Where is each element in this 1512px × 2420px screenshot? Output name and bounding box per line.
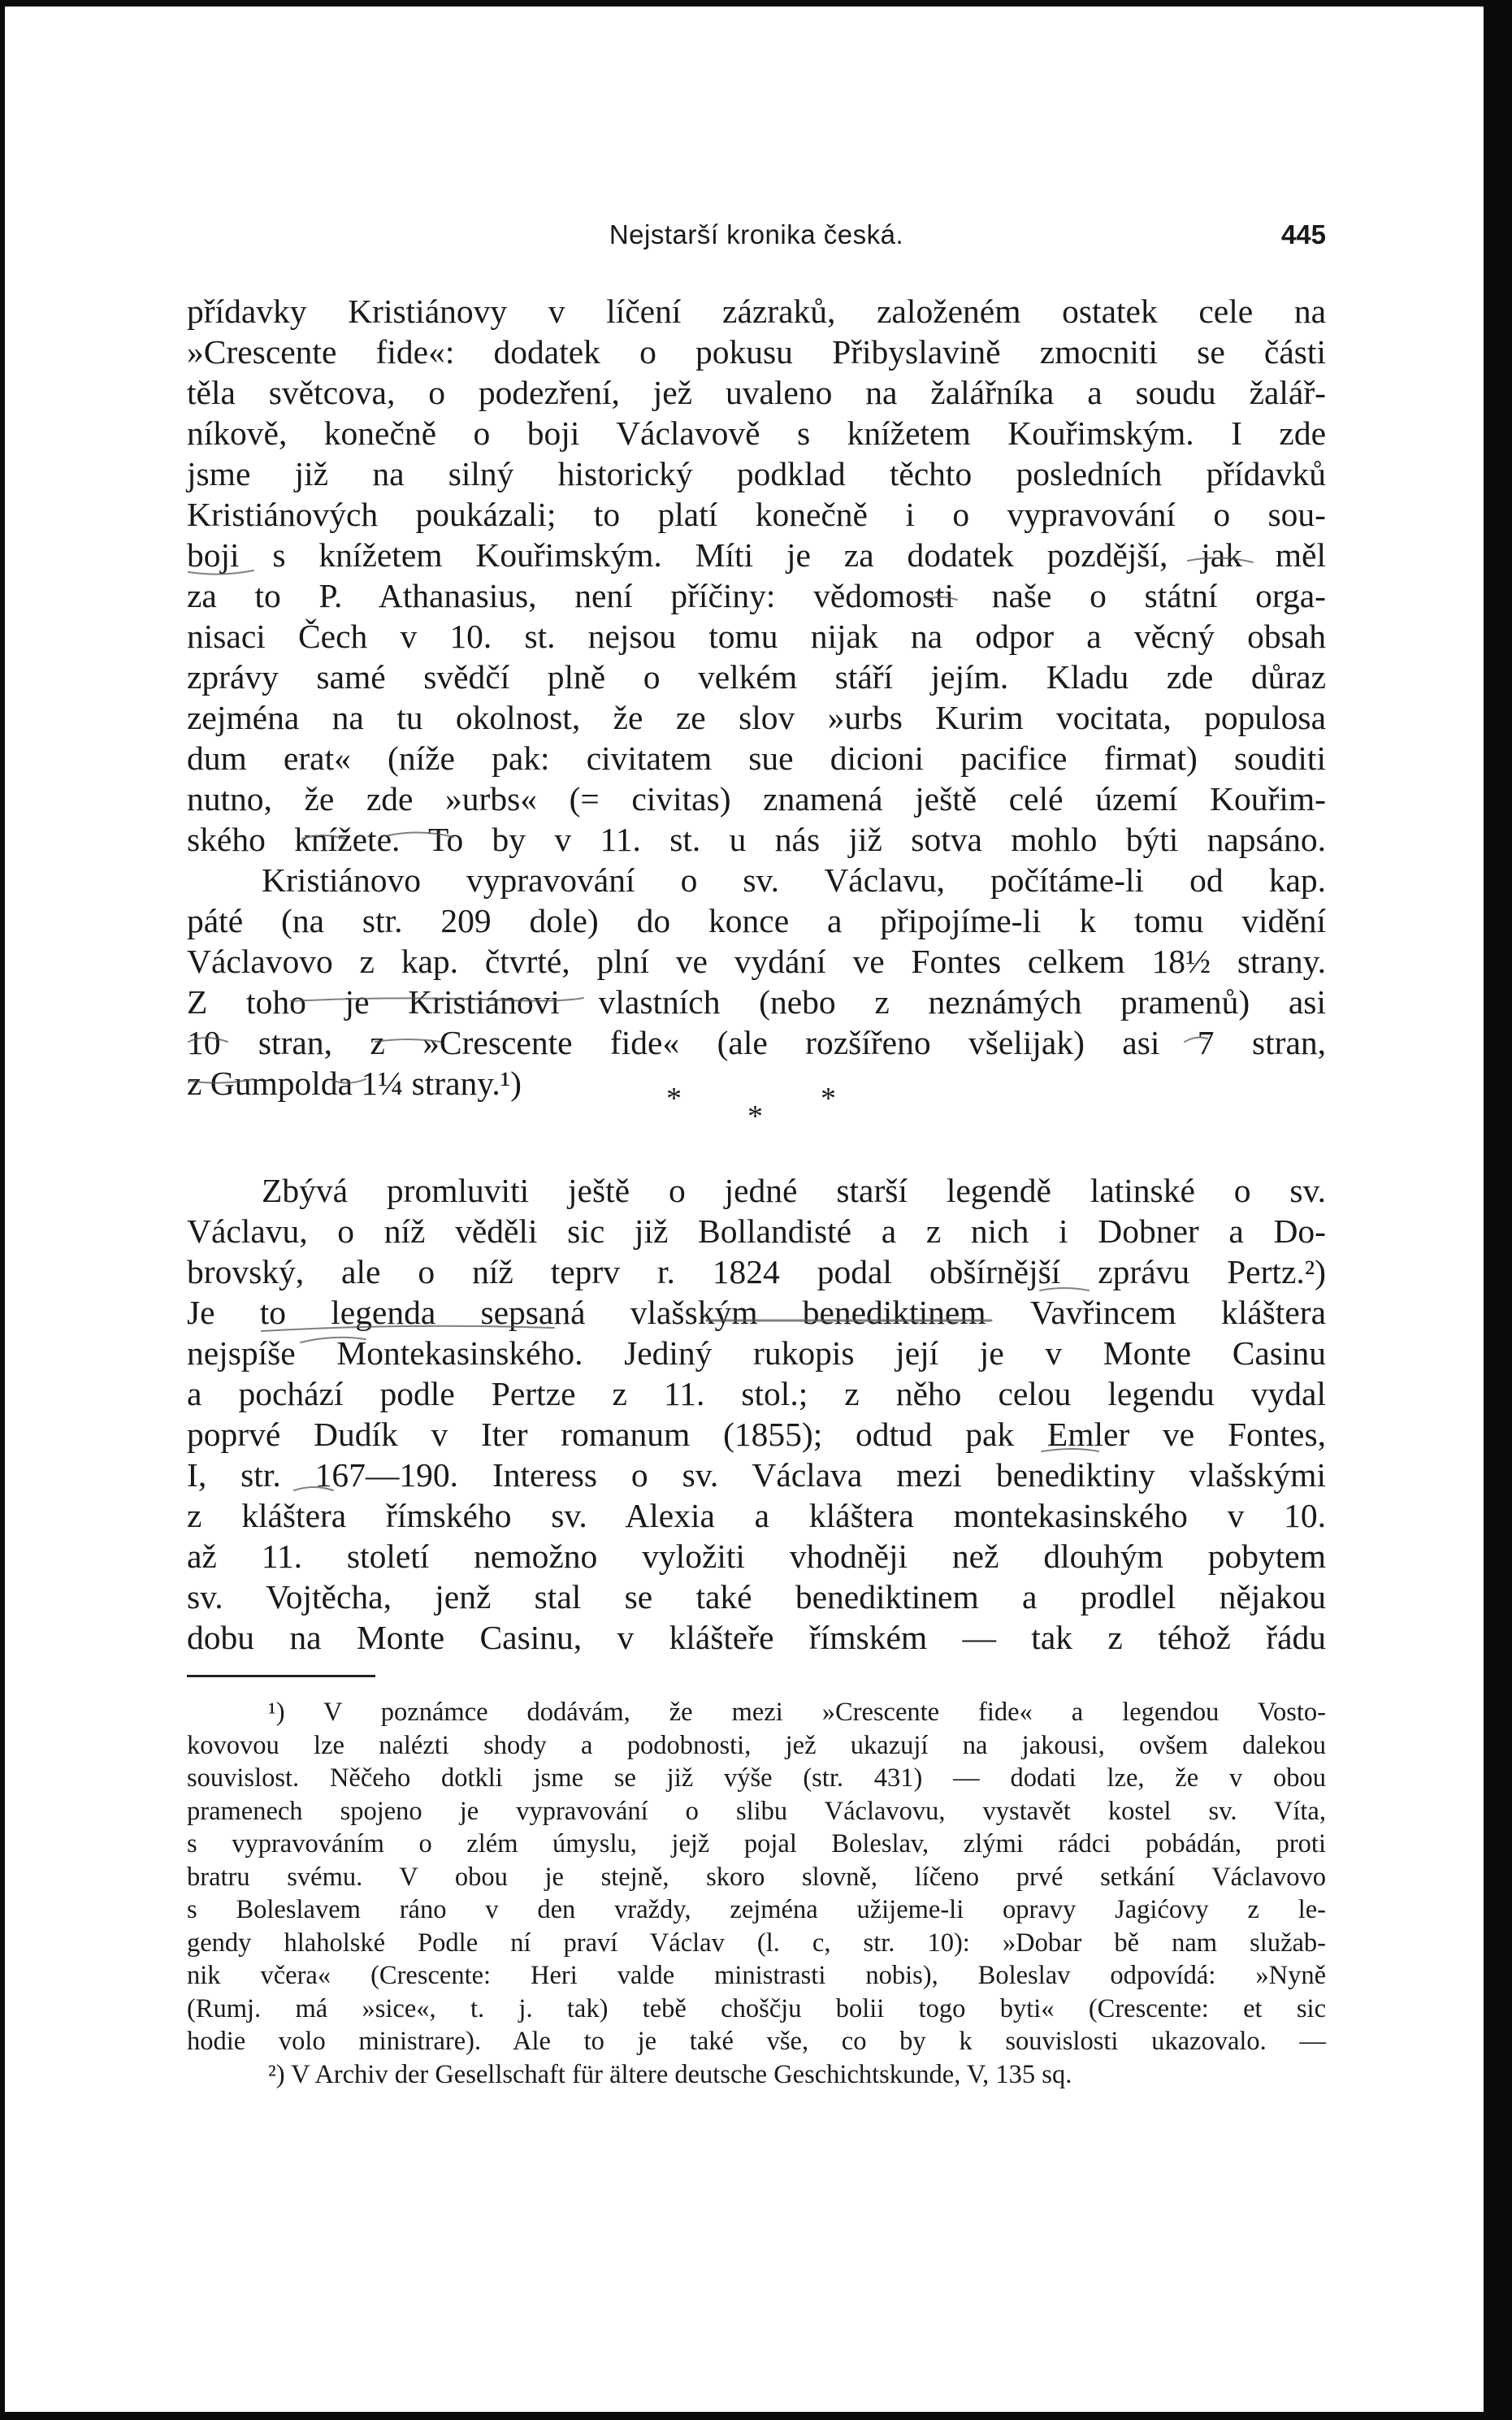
text-line: z kláštera římského sv. Alexia a kláštera montekasinského v 10.: [187, 1497, 1326, 1534]
text-line: jsme již na silný historický podklad těchto posledních přídavků: [187, 455, 1326, 492]
text-line: ského knížete. To by v 11. st. u nás již sotva mohlo býti napsáno.: [187, 821, 1326, 858]
footnote-line: (Rumj. má »sice«, t. j. tak) tebě choščju bolii togo byti« (Crescente: et sic: [187, 1993, 1326, 2023]
asterisk: *: [821, 1082, 836, 1116]
text-line: boji s knížetem Kouřimským. Míti je za dodatek pozdější, jak měl: [187, 536, 1326, 574]
text-line: poprvé Dudík v Iter romanum (1855); odtud pak Emler ve Fontes,: [187, 1416, 1326, 1453]
text-line: nutno, že zde »urbs« (= civitas) znamená ještě celé území Kouřim-: [187, 780, 1326, 818]
text-line: I, str. 167—190. Interess o sv. Václava mezi benediktiny vlašskými: [187, 1456, 1326, 1494]
text-line: přídavky Kristiánovy v líčení zázraků, založeném ostatek cele na: [187, 293, 1326, 330]
text-line: Kristiánovo vypravování o sv. Václavu, počítáme-li od kap.: [262, 861, 1326, 899]
text-line: Kristiánových poukázali; to platí konečně i o vypravování o sou-: [187, 496, 1326, 533]
text-line: 10 stran, z »Crescente fide« (ale rozšířeno všelijak) asi 7 stran,: [187, 1024, 1326, 1061]
asterisk: *: [747, 1099, 763, 1134]
footnote-line: kovovou lze nalézti shody a podobnosti, jež ukazují na jakousi, ovšem dalekou: [187, 1730, 1326, 1760]
footnote-line: souvislost. Něčeho dotkli jsme se již výše (str. 431) — dodati lze, že v obou: [187, 1763, 1326, 1793]
text-line: páté (na str. 209 dole) do konce a připojíme-li k tomu vidění: [187, 902, 1326, 939]
footnote-line: bratru svému. V obou je stejně, skoro slovně, líčeno prvé setkání Václavovo: [187, 1862, 1326, 1892]
text-line: brovský, ale o níž teprv r. 1824 podal obšírnější zprávu Pertz.²): [187, 1253, 1326, 1290]
scan-border: [1484, 0, 1512, 2420]
footnote-line: s Boleslavem ráno v den vraždy, zejména užijeme-li opravy Jagićovy z le-: [187, 1895, 1326, 1924]
paragraph-2: [187, 1170, 1326, 1658]
footnote-line: pramenech spojeno je vypravování o slibu Václavovu, vystavět kostel sv. Víta,: [187, 1796, 1326, 1826]
text-line: nisaci Čech v 10. st. nejsou tomu nijak na odpor a věcný obsah: [187, 618, 1326, 655]
footnote-rule: [187, 1675, 375, 1677]
text-line: Zbývá promluviti ještě o jedné starší legendě latinské o sv.: [262, 1172, 1326, 1209]
page-number: 445: [1280, 219, 1326, 249]
text-line: až 11. století nemožno vyložiti vhodněji než dlouhým pobytem: [187, 1537, 1326, 1575]
text-line: za to P. Athanasius, není příčiny: vědomosti naše o státní orga-: [187, 577, 1326, 614]
text-line: Z toho je Kristiánovi vlastních (nebo z neznámých pramenů) asi: [187, 983, 1326, 1021]
text-line: dum erat« (níže pak: civitatem sue dicioni pacifice firmat) souditi: [187, 739, 1326, 777]
text-line: Je to legenda sepsaná vlašským benediktinem Vavřincem kláštera: [187, 1294, 1326, 1331]
footnotes: [187, 1696, 1326, 2091]
page-header: [187, 219, 1326, 255]
footnote-line: ¹) V poznámce dodávám, že mezi »Crescente fide« a legendou Vosto-: [268, 1698, 1326, 1727]
asterisk: *: [666, 1082, 682, 1116]
text-line: »Crescente fide«: dodatek o pokusu Přibyslavině zmocniti se části: [187, 333, 1326, 371]
text-line: dobu na Monte Casinu, v klášteře římském — tak z téhož řádu: [187, 1619, 1326, 1656]
running-title: Nejstarší kronika česká.: [609, 219, 904, 249]
text-line: Václavu, o níž věděli sic již Bollandisté a z nich i Dobner a Do-: [187, 1212, 1326, 1250]
text-line: z Gumpolda 1¼ strany.¹): [187, 1065, 522, 1102]
text-line: a pochází podle Pertze z 11. stol.; z něho celou legendu vydal: [187, 1375, 1326, 1412]
text-line: těla světcova, o podezření, jež uvaleno na žalářníka a soudu žalář-: [187, 374, 1326, 411]
footnote-line: nik včera« (Crescente: Heri valde ministrasti nobis), Boleslav odpovídá: »Nyně: [187, 1961, 1326, 1990]
text-line: níkově, konečně o boji Václavově s knížetem Kouřimským. I zde: [187, 414, 1326, 452]
footnote-line: ²) V Archiv der Gesellschaft für ältere deutsche Geschichtskunde, V, 135 sq.: [268, 2059, 1072, 2089]
text-line: sv. Vojtěcha, jenž stal se také benediktinem a prodlel nějakou: [187, 1578, 1326, 1616]
footnote-line: s vypravováním o zlém úmyslu, jejž pojal Boleslav, zlými rádci pobádán, proti: [187, 1829, 1326, 1858]
text-line: Václavovo z kap. čtvrté, plní ve vydání ve Fontes celkem 18½ strany.: [187, 943, 1326, 980]
section-divider: [650, 1081, 861, 1134]
footnote-line: gendy hlaholské Podle ní praví Václav (l. c, str. 10): »Dobar bě nam služab-: [187, 1928, 1326, 1958]
text-line: zejména na tu okolnost, že ze slov »urbs Kurim vocitata, populosa: [187, 699, 1326, 736]
text-line: nejspíše Montekasinského. Jediný rukopis její je v Monte Casinu: [187, 1334, 1326, 1372]
footnote-line: hodie volo ministrare). Ale to je také vše, co by k souvislosti ukazovalo. —: [187, 2027, 1326, 2056]
text-line: zprávy samé svědčí plně o velkém stáří jejím. Kladu zde důraz: [187, 658, 1326, 696]
paragraph-1: [187, 291, 1326, 1104]
